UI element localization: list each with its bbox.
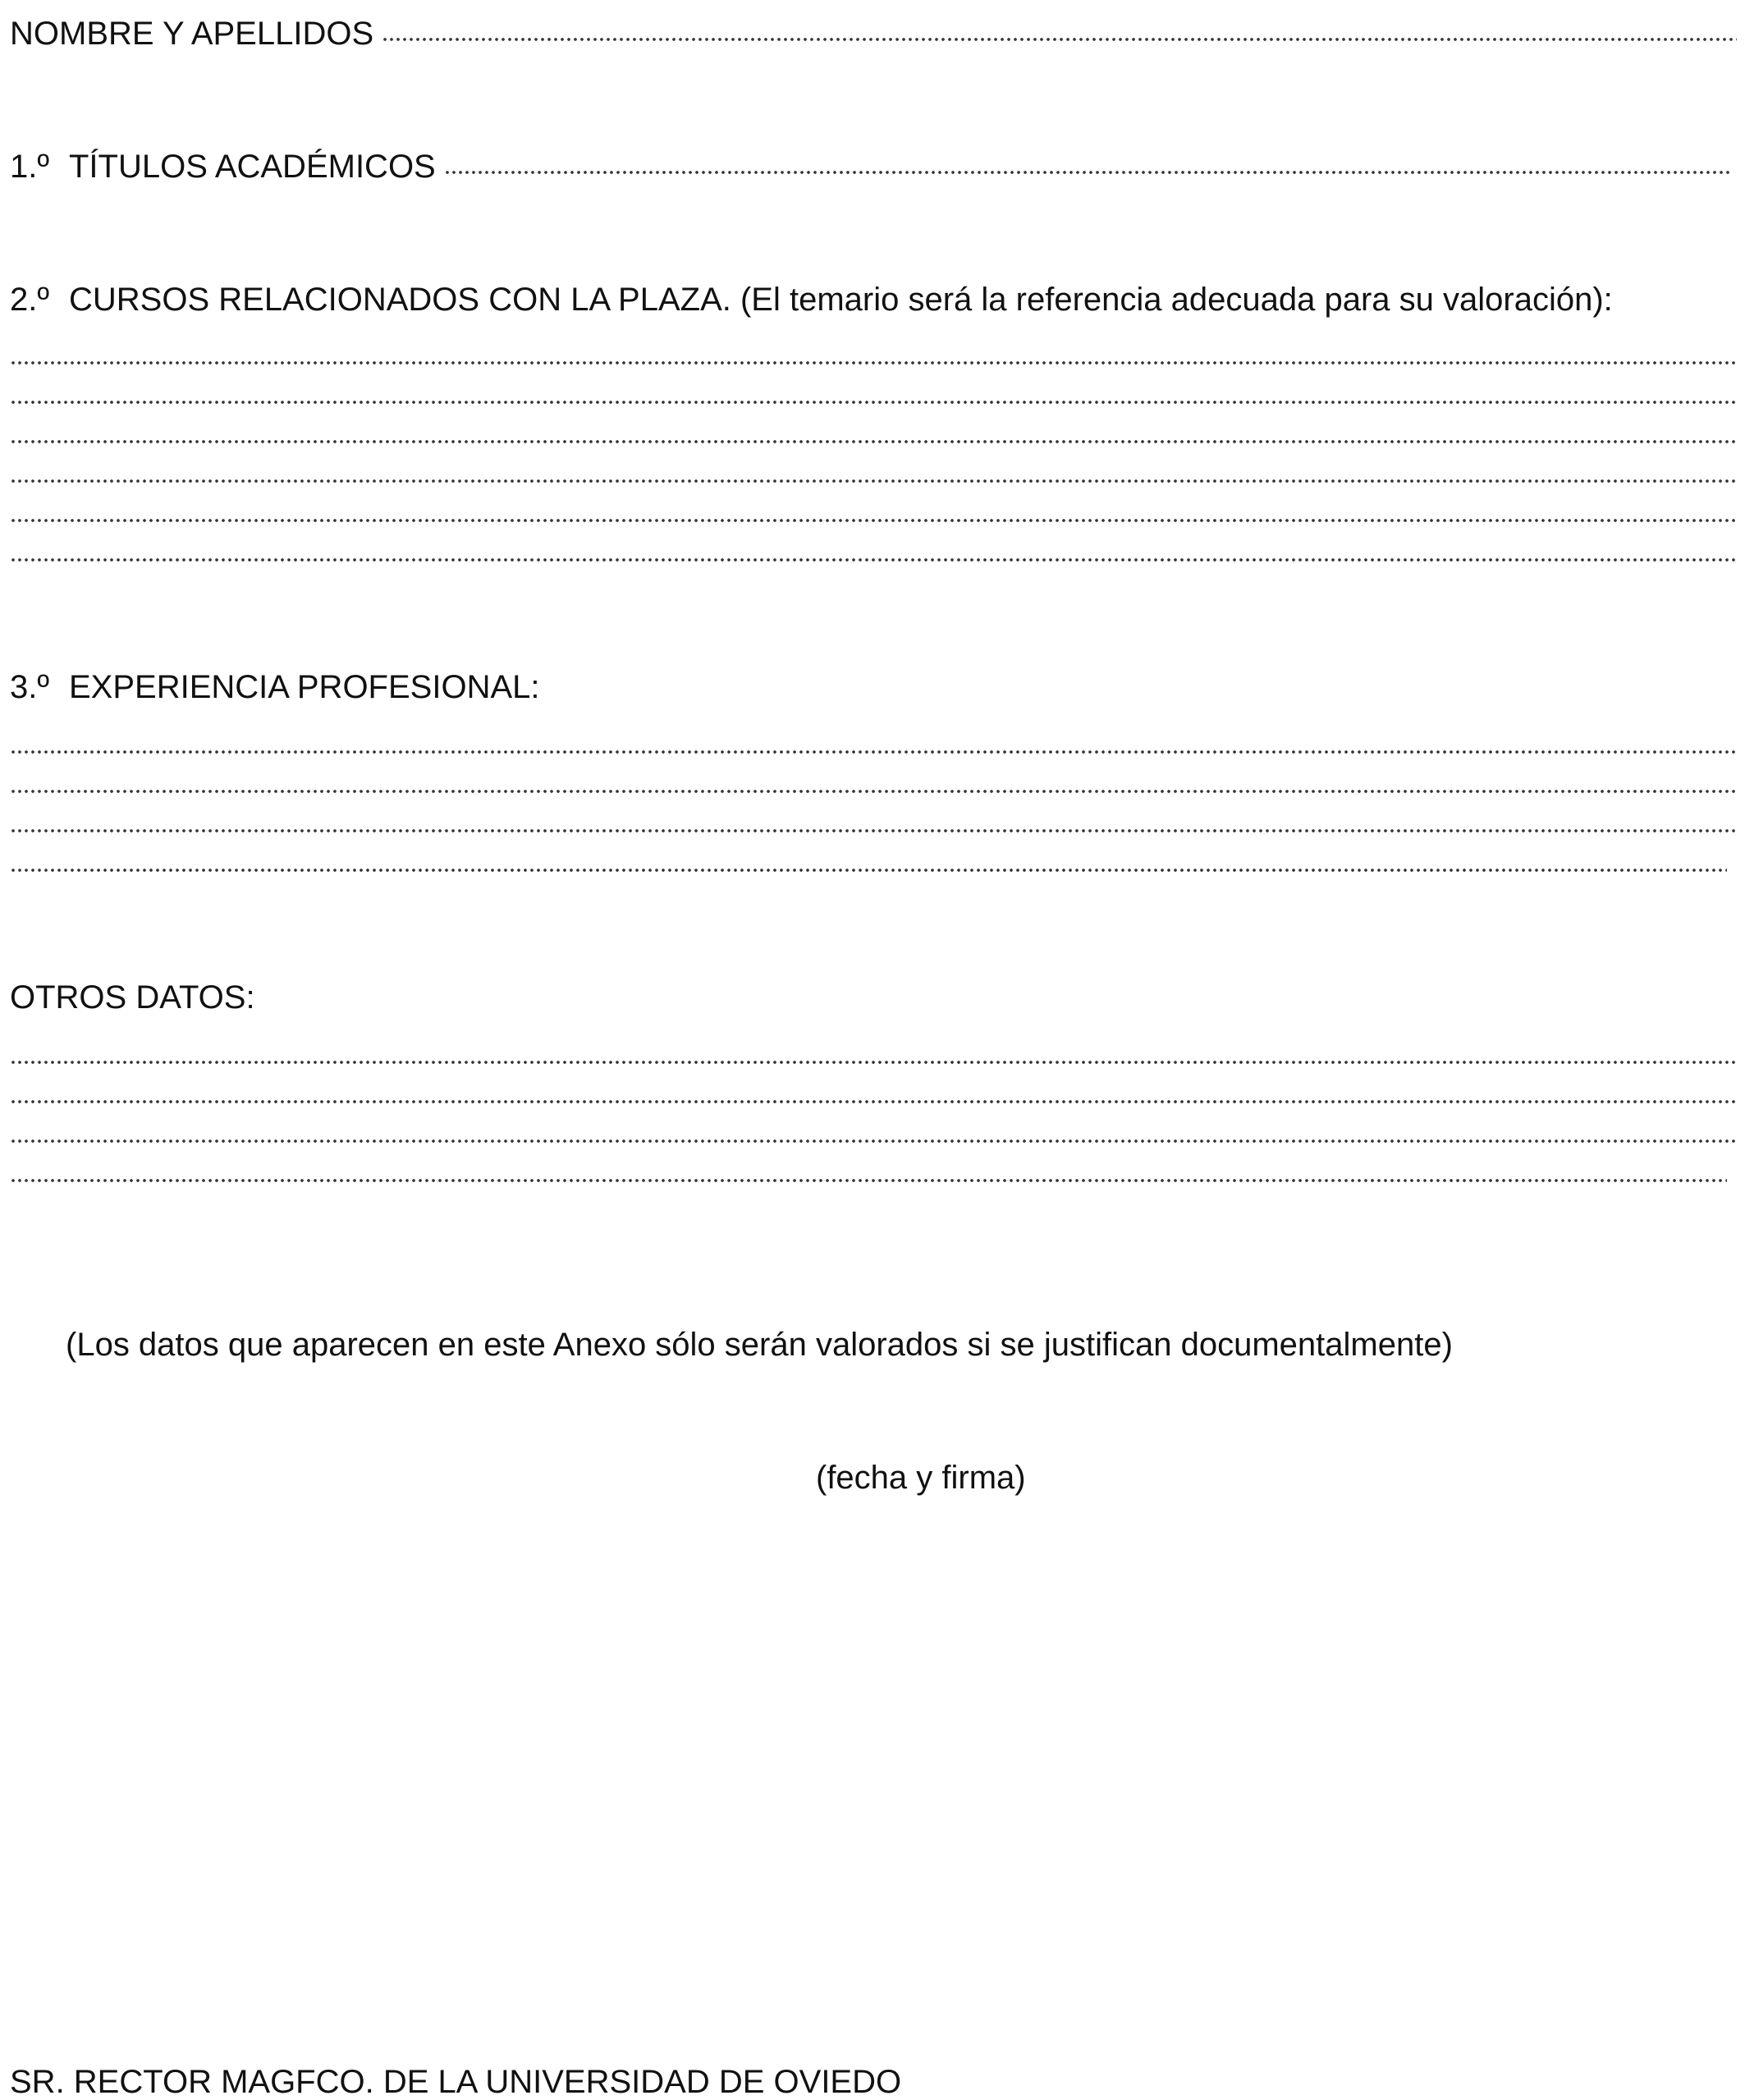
date-signature-label: (fecha y firma) — [816, 1460, 1026, 1496]
justification-note: (Los datos que aparecen en este Anexo sólo serán valorados si se justifican documentalmente) — [66, 1327, 1453, 1363]
experience-label: EXPERIENCIA PROFESIONAL: — [69, 669, 540, 705]
name-field-label: NOMBRE Y APELLIDOS — [10, 16, 374, 52]
academic-titles-label: TÍTULOS ACADÉMICOS — [69, 149, 436, 185]
name-field-row — [10, 17, 1737, 50]
section-number-3: 3.º — [10, 669, 49, 705]
courses-dotted-line[interactable] — [10, 361, 1737, 365]
experience-dotted-line[interactable] — [10, 750, 1737, 754]
section-academic-titles — [10, 150, 1732, 183]
academic-titles-dotted-line[interactable] — [444, 171, 1732, 174]
courses-dotted-line[interactable] — [10, 479, 1737, 483]
name-field-dotted-line[interactable] — [382, 38, 1737, 41]
other-data-dotted-line[interactable] — [10, 1061, 1737, 1064]
courses-label: CURSOS RELACIONADOS CON LA PLAZA. (El temario será la referencia adecuada para su valoración): — [69, 282, 1613, 318]
courses-dotted-line[interactable] — [10, 519, 1737, 522]
courses-dotted-line[interactable] — [10, 440, 1737, 443]
section-courses-heading — [10, 283, 1613, 316]
other-data-dotted-line[interactable] — [10, 1100, 1737, 1103]
courses-dotted-line[interactable] — [10, 558, 1737, 562]
courses-dotted-line[interactable] — [10, 401, 1737, 404]
section-number-1: 1.º — [10, 149, 49, 185]
other-data-label: OTROS DATOS: — [10, 979, 255, 1016]
other-data-dotted-line[interactable] — [10, 1139, 1737, 1143]
other-data-dotted-line[interactable] — [10, 1179, 1727, 1182]
section-experience-heading — [10, 671, 540, 704]
experience-dotted-line[interactable] — [10, 790, 1737, 793]
experience-dotted-line[interactable] — [10, 829, 1737, 832]
section-number-2: 2.º — [10, 282, 49, 318]
addressee-line: SR. RECTOR MAGFCO. DE LA UNIVERSIDAD DE OVIEDO — [10, 2064, 902, 2100]
experience-dotted-line[interactable] — [10, 869, 1727, 872]
